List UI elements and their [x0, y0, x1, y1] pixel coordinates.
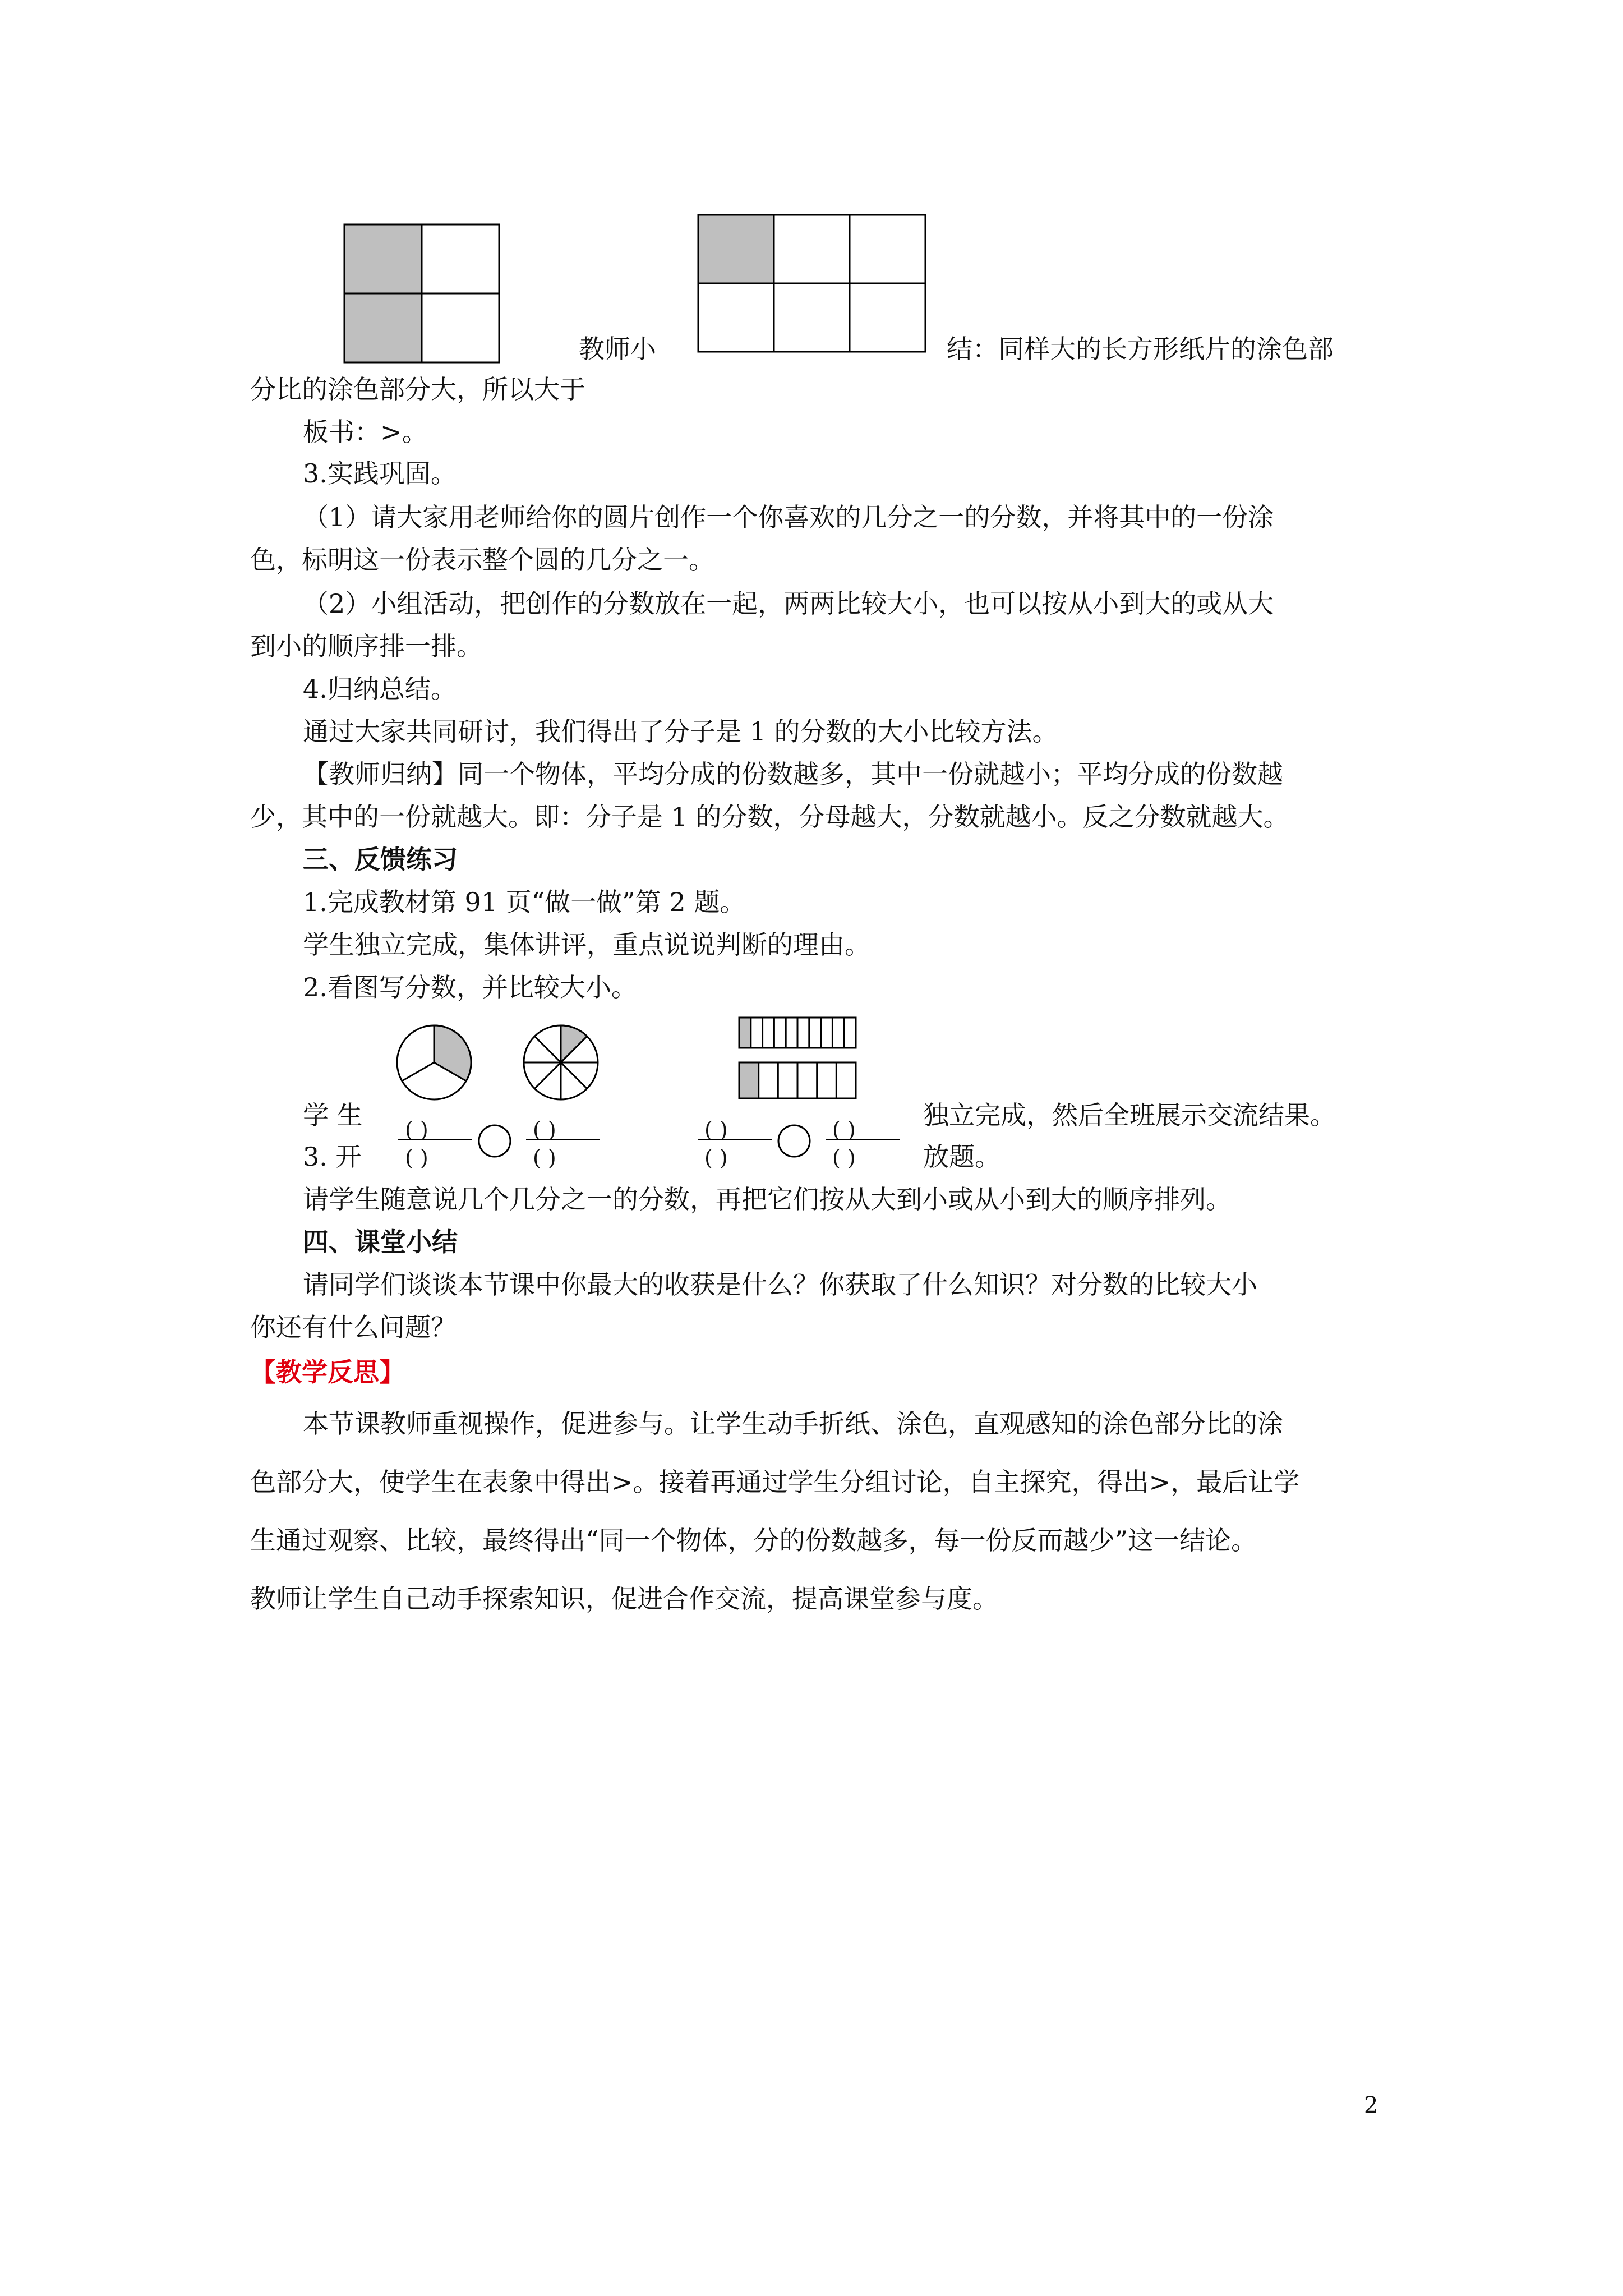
heading-feedback: 三、反馈练习	[303, 844, 458, 875]
fraction-numerator-blank: ( )	[533, 1117, 556, 1142]
class-summary-1: 请同学们谈谈本节课中你最大的收获是什么？你获取了什么知识？对分数的比较大小	[303, 1269, 1257, 1300]
feedback-3: 请学生随意说几个几分之一的分数，再把它们按从大到小或从小到大的顺序排列。	[303, 1184, 1232, 1214]
fraction-denominator-blank: ( )	[832, 1145, 856, 1170]
student-label-1: 学 生	[303, 1100, 363, 1130]
fraction-bar	[398, 1139, 472, 1140]
fraction-denominator-blank: ( )	[533, 1145, 556, 1170]
reflection-2: 色部分大，使学生在表象中得出>。接着再通过学生分组讨论，自主探究，得出>，最后让学	[250, 1467, 1300, 1497]
student-tail-2: 放题。	[923, 1142, 1000, 1172]
fraction-bar	[526, 1139, 600, 1140]
bar-tenths-figure	[739, 1018, 856, 1048]
summary-cont-text: 分比的涂色部分大，所以大于	[250, 374, 585, 404]
circle-thirds-figure	[396, 1024, 472, 1101]
reflection-4: 教师让学生自己动手探索知识，促进合作交流，提高课堂参与度。	[250, 1584, 998, 1614]
practice-2b: 到小的顺序排一排。	[250, 631, 482, 661]
reflection-1: 本节课教师重视操作，促进参与。让学生动手折纸、涂色，直观感知的涂色部分比的涂	[303, 1409, 1283, 1439]
fraction-denominator-blank: ( )	[704, 1145, 728, 1170]
section-3-heading: 3.实践巩固。	[303, 458, 457, 489]
feedback-1: 1.完成教材第 91 页“做一做”第 2 题。	[303, 887, 746, 917]
compare-circle	[478, 1124, 511, 1158]
fraction-numerator-blank: ( )	[405, 1117, 428, 1142]
compare-circle	[777, 1124, 811, 1158]
section-4-heading: 4.归纳总结。	[303, 674, 457, 704]
reflection-title: 【教学反思】	[250, 1357, 405, 1387]
student-tail-1: 独立完成，然后全班展示交流结果。	[923, 1100, 1336, 1130]
summary-tail-text: 结：同样大的长方形纸片的涂色部	[947, 334, 1334, 364]
teacher-small-text: 教师小	[579, 334, 656, 364]
page-number: 2	[1364, 2092, 1378, 2118]
feedback-2: 2.看图写分数，并比较大小。	[303, 972, 637, 1002]
summary-4a: 通过大家共同研讨，我们得出了分子是 1 的分数的大小比较方法。	[303, 716, 1058, 747]
fraction-numerator-blank: ( )	[704, 1117, 728, 1142]
practice-1b: 色，标明这一份表示整个圆的几分之一。	[250, 545, 714, 575]
fraction-numerator-blank: ( )	[832, 1117, 856, 1142]
heading-class-summary: 四、课堂小结	[303, 1227, 458, 1257]
reflection-3: 生通过观察、比较，最终得出“同一个物体，分的份数越多，每一份反而越少”这一结论。	[250, 1525, 1257, 1556]
student-label-2: 3. 开	[303, 1142, 362, 1172]
feedback-1b: 学生独立完成，集体讲评，重点说说判断的理由。	[303, 930, 870, 960]
summary-4b: 【教师归纳】同一个物体，平均分成的份数越多，其中一份就越小；平均分成的份数越	[303, 759, 1283, 789]
circle-eighths-figure	[523, 1024, 599, 1101]
bar-sixths-figure	[739, 1062, 856, 1098]
fraction-denominator-blank: ( )	[405, 1145, 428, 1170]
summary-4c: 少，其中的一份就越大。即：分子是 1 的分数，分母越大，分数就越小。反之分数就越大。	[250, 802, 1289, 832]
practice-2a: （2）小组活动，把创作的分数放在一起，两两比较大小，也可以按从小到大的或从大	[303, 588, 1274, 619]
class-summary-2: 你还有什么问题？	[250, 1312, 457, 1342]
rect-sixths-figure	[698, 215, 925, 352]
board-text: 板书：>。	[303, 417, 428, 447]
fraction-bar	[826, 1139, 900, 1140]
fraction-bar	[698, 1139, 772, 1140]
practice-1a: （1）请大家用老师给你的圆片创作一个你喜欢的几分之一的分数，并将其中的一份涂	[303, 502, 1274, 532]
rect-quarters-figure	[344, 224, 499, 362]
